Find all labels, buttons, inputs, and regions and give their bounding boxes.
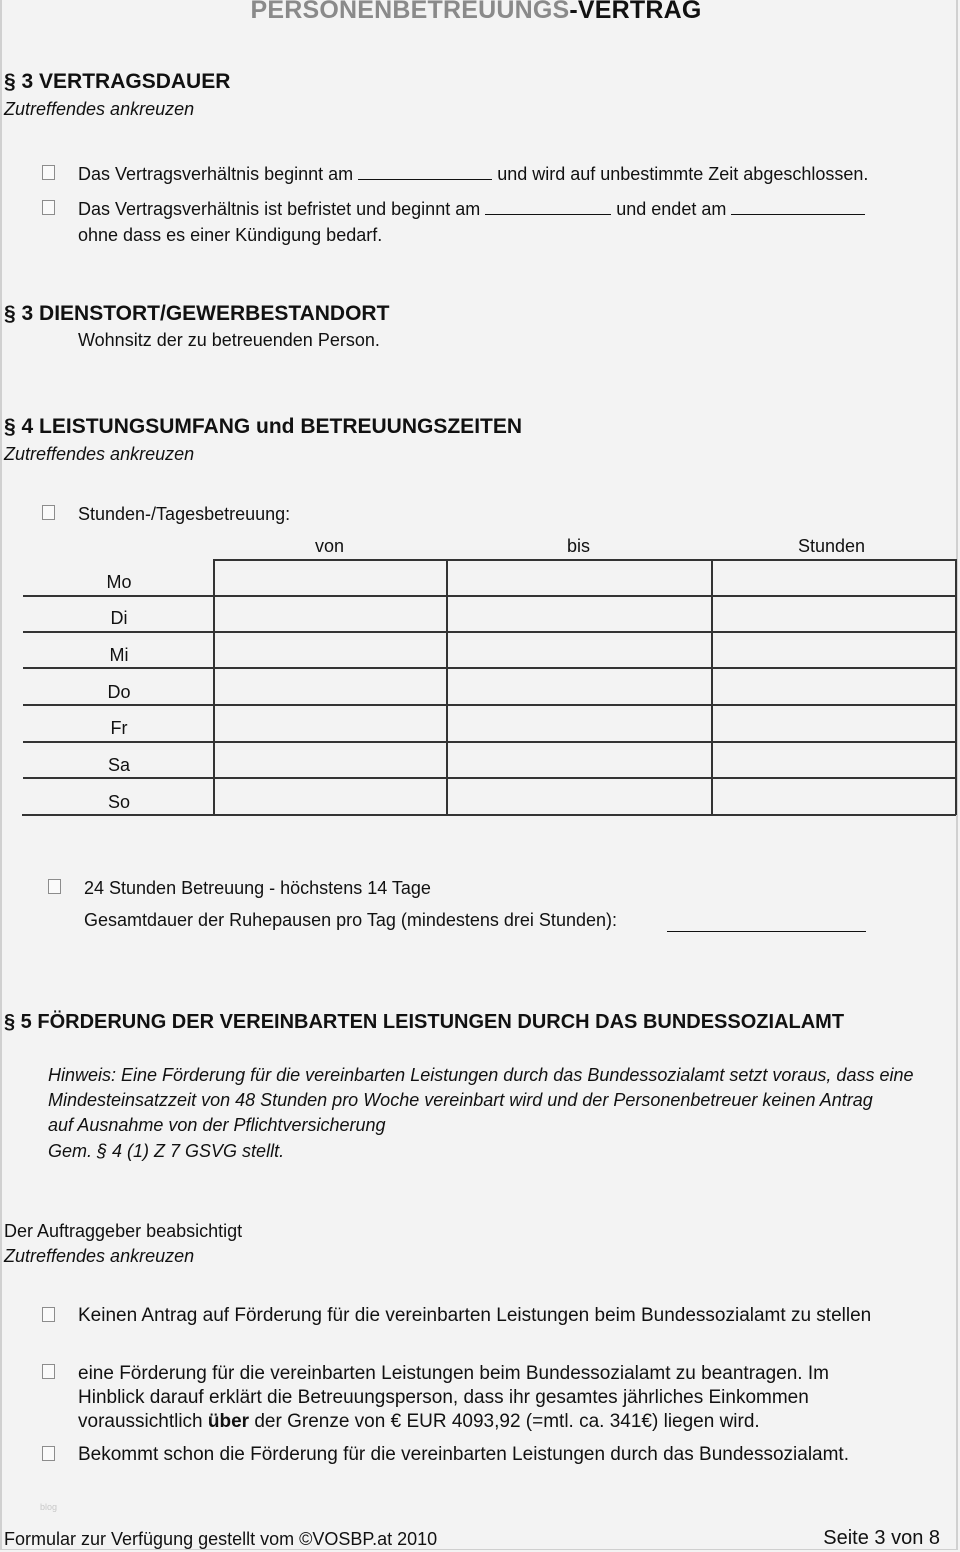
option-apply-funding-line-2: Hinblick darauf erklärt die Betreuungsperson, dass ihr gesamtes jährliches Einkommen [78,1387,809,1408]
cell-mi-bis[interactable] [448,633,711,667]
cell-mo-von[interactable] [215,561,446,595]
section-duration-instruction: Zutreffendes ankreuzen [4,99,195,119]
rest-break-label: Gesamtdauer der Ruhepausen pro Tag (mindestens drei Stunden): [84,910,617,930]
cell-mi-stunden[interactable] [713,633,955,667]
cell-mo-stunden[interactable] [713,561,955,595]
cell-sa-von[interactable] [215,743,446,777]
title-part-2: -VERTRAG [569,0,702,24]
table-bottom-border [22,814,956,816]
section-duration-heading: § 3 VERTRAGSDAUER [4,70,231,93]
cell-mo-bis[interactable] [448,561,711,595]
column-separator [955,559,957,815]
cell-sa-stunden[interactable] [713,743,955,777]
day-label-mi: Mi [109,645,129,665]
day-label-di: Di [110,608,128,628]
option-fixed-text-line2: ohne dass es einer Kündigung bedarf. [78,225,383,245]
option-fixed-text-middle: und endet am [616,199,727,219]
cell-do-bis[interactable] [448,669,711,704]
section-funding-heading: § 5 FÖRDERUNG DER VEREINBARTEN LEISTUNGEN DURCH DAS BUNDESSOZIALAMT [4,1011,845,1033]
funding-note-line-4: Gem. § 4 (1) Z 7 GSVG stellt. [48,1141,285,1161]
column-header-stunden: Stunden [798,536,866,556]
cell-fr-bis[interactable] [448,706,711,741]
footer-credit: Formular zur Verfügung gestellt vom ©VOSBP.at 2010 [4,1529,438,1549]
document-title [0,0,952,25]
fixed-start-date-field[interactable] [485,200,611,215]
section-location-heading: § 3 DIENSTORT/GEWERBESTANDORT [4,302,390,325]
checkbox-indefinite-contract[interactable] [42,165,55,180]
cell-mi-von[interactable] [215,633,446,667]
option-apply-funding-line-1: eine Förderung für die vereinbarten Leistungen beim Bundessozialamt zu beantragen. Im [78,1363,829,1384]
cell-fr-stunden[interactable] [713,706,955,741]
cell-do-stunden[interactable] [713,669,955,704]
cell-so-von[interactable] [215,779,446,814]
option-indefinite-text-before: Das Vertragsverhältnis beginnt am [78,164,354,184]
checkbox-24h-care[interactable] [48,879,61,894]
funding-intent-label: Der Auftraggeber beabsichtigt [4,1221,243,1241]
checkbox-fixed-term-contract[interactable] [42,200,55,215]
funding-instruction: Zutreffendes ankreuzen [4,1246,195,1266]
checkbox-hourly-care[interactable] [42,505,55,520]
fixed-end-date-field[interactable] [731,200,865,215]
option-apply-funding-line-3 [78,1411,760,1433]
hourly-care-label: Stunden-/Tagesbetreuung: [78,504,291,524]
option-fixed-term-contract [78,199,865,220]
day-label-sa: Sa [107,755,131,775]
option-no-funding: Keinen Antrag auf Förderung für die vereinbarten Leistungen beim Bundessozialamt zu stellen [78,1305,872,1326]
option-already-funded: Bekommt schon die Förderung für die vereinbarten Leistungen durch das Bundessozialamt. [78,1444,849,1465]
cell-so-stunden[interactable] [713,779,955,814]
section-location-text: Wohnsitz der zu betreuenden Person. [78,330,380,350]
day-label-do: Do [107,682,131,702]
funding-note-line-3: auf Ausnahme von der Pflichtversicherung [48,1115,386,1135]
day-label-fr: Fr [110,718,128,738]
section-scope-heading: § 4 LEISTUNGSUMFANG und BETREUUNGSZEITEN [4,415,523,438]
day-label-so: So [107,792,131,812]
option-indefinite-text-after: und wird auf unbestimmte Zeit abgeschlossen. [497,164,869,184]
page-number: Seite 3 von 8 [823,1527,940,1549]
cell-sa-bis[interactable] [448,743,711,777]
cell-di-stunden[interactable] [713,597,955,631]
line-3-before: voraussichtlich [78,1411,208,1432]
checkbox-no-funding[interactable] [42,1307,55,1322]
option-fixed-text-before: Das Vertragsverhältnis ist befristet und beginnt am [78,199,481,219]
watermark: blog [40,1502,58,1512]
line-3-bold: über [207,1411,250,1432]
cell-so-bis[interactable] [448,779,711,814]
funding-note-line-2: Mindesteinsatzzeit von 48 Stunden pro Woche vereinbart wird und der Personenbetreuer keinen Antrag [48,1090,873,1110]
checkbox-apply-funding[interactable] [42,1364,55,1379]
cell-fr-von[interactable] [215,706,446,741]
cell-do-von[interactable] [215,669,446,704]
checkbox-already-funded[interactable] [42,1446,55,1461]
24h-care-label: 24 Stunden Betreuung - höchstens 14 Tage [84,878,431,898]
cell-di-bis[interactable] [448,597,711,631]
line-3-after: der Grenze von € EUR 4093,92 (=mtl. ca. 341€) liegen wird. [249,1411,760,1432]
day-label-mo: Mo [106,572,132,592]
funding-note-line-1: Hinweis: Eine Förderung für die vereinbarten Leistungen durch das Bundessozialamt setzt voraus, dass eine [48,1065,914,1085]
option-indefinite-contract [78,164,868,185]
rest-break-field[interactable] [667,917,866,932]
section-scope-instruction: Zutreffendes ankreuzen [4,444,195,464]
column-header-von: von [315,536,345,556]
title-part-1: PERSONENBETREUUNGS [250,0,570,24]
cell-di-von[interactable] [215,597,446,631]
start-date-field[interactable] [358,165,492,180]
column-header-bis: bis [567,536,591,556]
